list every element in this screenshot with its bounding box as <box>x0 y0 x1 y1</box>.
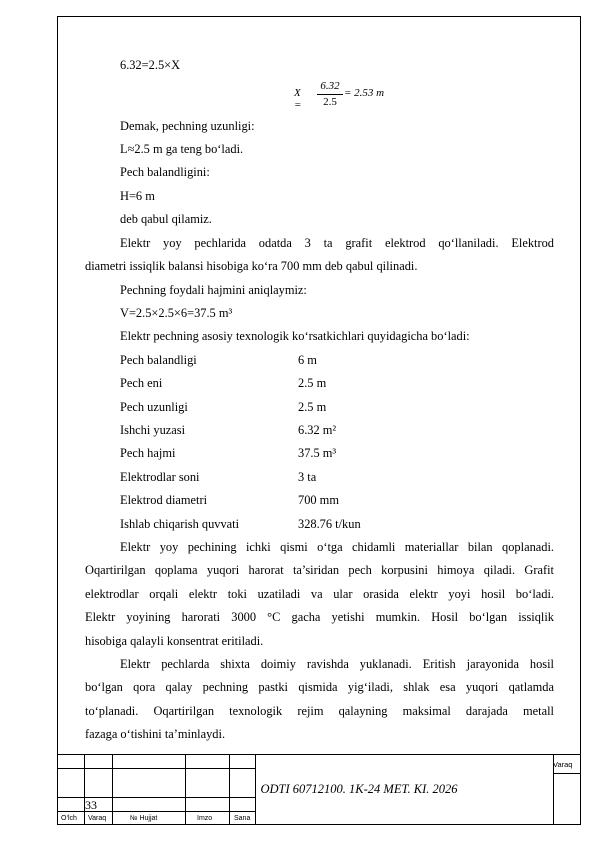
table-key: Pech eni <box>120 376 163 390</box>
text-line: Elektr pechning asosiy texnologik ko‘rsatkichlari quyidagicha bo‘ladi: <box>120 329 470 343</box>
paragraph-line: Elektr yoy pechining ichki qismi o‘tga chidamli materiallar bilan qoplanadi. <box>120 540 554 554</box>
paragraph-line: Elektr yoyining harorati 3000 °C gacha yetishi mumkin. Hosil bo‘lgan issiqlik <box>85 610 554 624</box>
paragraph-line: Elektr pechlarda shixta doimiy ravishda yuklanadi. Eritish jarayonida hosil <box>120 657 554 671</box>
paragraph-line: to‘planadi. Oqartirilgan texnologik rejim qalayning maksimal darajada metall <box>85 704 554 718</box>
table-key: Elektrod diametri <box>120 493 208 507</box>
table-key: Elektrodlar soni <box>120 470 200 484</box>
table-value: 6.32 m² <box>298 423 337 437</box>
table-key: Pech uzunligi <box>120 400 188 414</box>
paragraph-line: fazaga o‘tishini ta’minlaydi. <box>85 727 226 741</box>
table-value: 2.5 m <box>298 400 327 414</box>
formula-denominator: 2.5 <box>323 96 337 108</box>
stamp-line <box>553 773 581 774</box>
table-key: Ishchi yuzasi <box>120 423 186 437</box>
formula-lhs: X = <box>294 87 302 111</box>
stamp-col-caption: Imzo <box>197 815 213 822</box>
text-line: deb qabul qilamiz. <box>120 212 212 226</box>
stamp-line <box>57 768 255 769</box>
fraction-bar <box>317 94 343 95</box>
text-line: L≈2.5 m ga teng bo‘ladi. <box>120 142 244 156</box>
text-line: Demak, pechning uzunligi: <box>120 119 255 133</box>
stamp-col-caption: Varaq <box>88 815 107 822</box>
page-number: 33 <box>85 798 97 812</box>
text-line: H=6 m <box>120 189 155 203</box>
stamp-col-caption: Sana <box>234 815 251 822</box>
paragraph-line: bo‘lgan qora qalay pechning pastki qismida yig‘iladi, shlak esa yuqori qatlamda <box>85 680 554 694</box>
text-line: Pech balandligini: <box>120 165 210 179</box>
document-code: ODTI 60712100. 1K-24 MET. KI. 2026 <box>260 782 458 796</box>
stamp-line <box>112 754 113 825</box>
table-value: 6 m <box>298 353 317 367</box>
table-value: 3 ta <box>298 470 317 484</box>
paragraph-line: elektrodlar orqali elektr toki uzatiladi va ular orasida elektr yoyi hosil bo‘ladi. <box>85 587 554 601</box>
formula-rhs: = 2.53 m <box>344 87 385 99</box>
paragraph-line: diametri issiqlik balansi hisobiga ko‘ra 700 mm deb qabul qilinadi. <box>85 259 418 273</box>
formula-numerator: 6.32 <box>320 80 340 92</box>
paragraph-line: Oqartirilgan qoplama yuqori harorat ta’siridan pech korpusini himoya qiladi. Grafit <box>85 563 554 577</box>
paragraph-line: Elektr yoy pechlarida odatda 3 ta grafit elektrod qo‘llaniladi. Elektrod <box>120 236 554 250</box>
table-key: Pech balandligi <box>120 353 197 367</box>
stamp-line <box>84 754 85 825</box>
sheet-label: Varaq <box>553 760 573 769</box>
equation-line: 6.32=2.5×X <box>120 58 181 72</box>
table-value: 37.5 m³ <box>298 446 337 460</box>
stamp-line <box>229 754 230 825</box>
table-key: Ishlab chiqarish quvvati <box>120 517 240 531</box>
stamp-line <box>57 754 581 755</box>
table-value: 328.76 t/kun <box>298 517 361 531</box>
paragraph-line: hisobiga qalayli konsentrat eritiladi. <box>85 634 264 648</box>
stamp-col-caption: O‘lch <box>61 815 77 822</box>
stamp-line <box>185 754 186 825</box>
text-line: Pechning foydali hajmini aniqlaymiz: <box>120 283 307 297</box>
table-key: Pech hajmi <box>120 446 176 460</box>
text-line: V=2.5×2.5×6=37.5 m³ <box>120 306 233 320</box>
table-value: 2.5 m <box>298 376 327 390</box>
stamp-col-caption: № Hujjat <box>130 815 158 822</box>
table-value: 700 mm <box>298 493 339 507</box>
